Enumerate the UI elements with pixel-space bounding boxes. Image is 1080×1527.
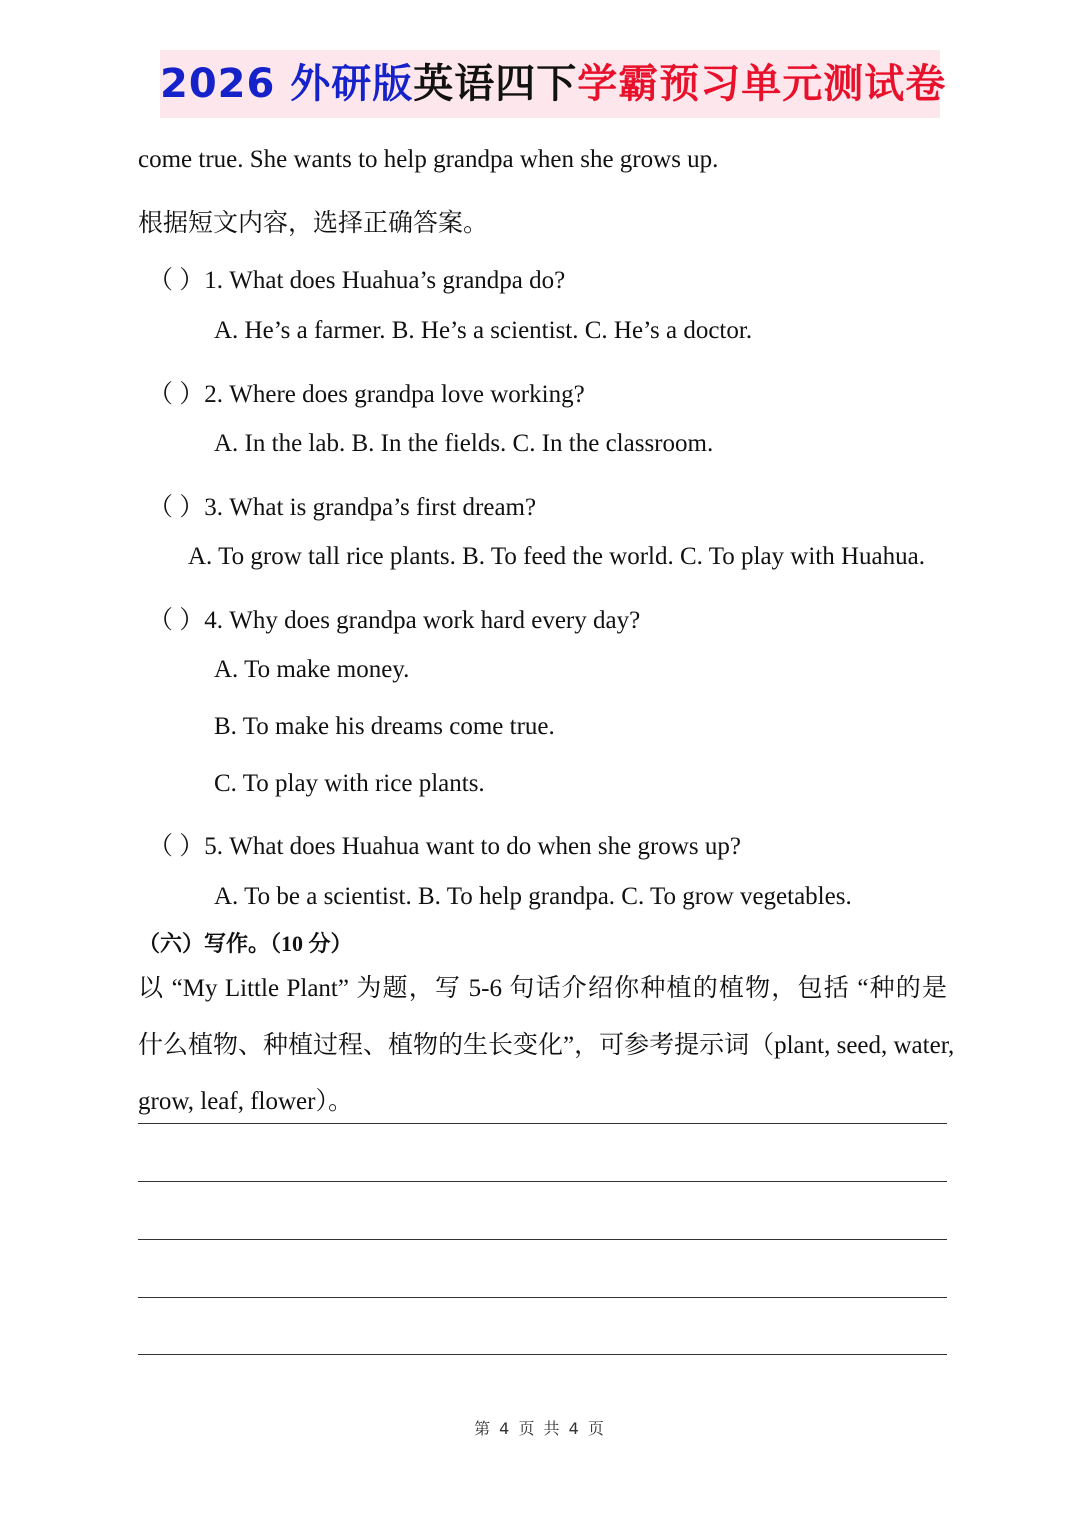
question-2-prompt: （ ）2. Where does grandpa love working? [148,381,585,408]
instruction: 根据短文内容，选择正确答案。 [138,210,489,237]
question-1-options: A. He’s a farmer. B. He’s a scientist. C. He’s a doctor. [214,317,753,344]
writing-prompt-line-3: grow, leaf, flower）。 [138,1088,353,1115]
page-number-footer: 第 4 页 共 4 页 [474,1419,606,1438]
banner-subject-grade: 英语四下 [413,61,578,107]
passage-tail: come true. She wants to help grandpa when she grows up. [138,146,719,173]
question-5-options: A. To be a scientist. B. To help grandpa. C. To grow vegetables. [214,883,852,910]
answer-line-4[interactable] [138,1297,947,1298]
answer-line-5[interactable] [138,1354,947,1355]
writing-prompt-line-1: 以 “My Little Plant” 为题，写 5-6 句话介绍你种植的植物，包括 “种的是 [138,975,947,1002]
writing-section-title: （六）写作。（10 分） [138,931,353,956]
writing-prompt-line-2: 什么植物、种植过程、植物的生长变化”，可参考提示词（plant, seed, water, [138,1032,955,1059]
question-4-prompt: （ ）4. Why does grandpa work hard every day? [148,607,641,634]
question-2-options: A. In the lab. B. In the fields. C. In the classroom. [214,430,714,457]
question-3-options: A. To grow tall rice plants. B. To feed the world. C. To play with Huahua. [188,543,925,570]
answer-line-2[interactable] [138,1181,947,1182]
question-4-option-c: C. To play with rice plants. [214,770,485,797]
question-1-prompt: （ ）1. What does Huahua’s grandpa do? [148,267,566,294]
answer-line-1[interactable] [138,1123,947,1124]
question-4-option-a: A. To make money. [214,656,410,683]
title-banner [160,50,947,118]
question-5-prompt: （ ）5. What does Huahua want to do when she grows up? [148,833,741,860]
banner-year-edition: 2026 外研版 [160,61,414,107]
question-4-option-b: B. To make his dreams come true. [214,713,555,740]
answer-line-3[interactable] [138,1239,947,1240]
question-3-prompt: （ ）3. What is grandpa’s first dream? [148,494,537,521]
banner-test-name: 学霸预习单元测试卷 [577,61,947,107]
